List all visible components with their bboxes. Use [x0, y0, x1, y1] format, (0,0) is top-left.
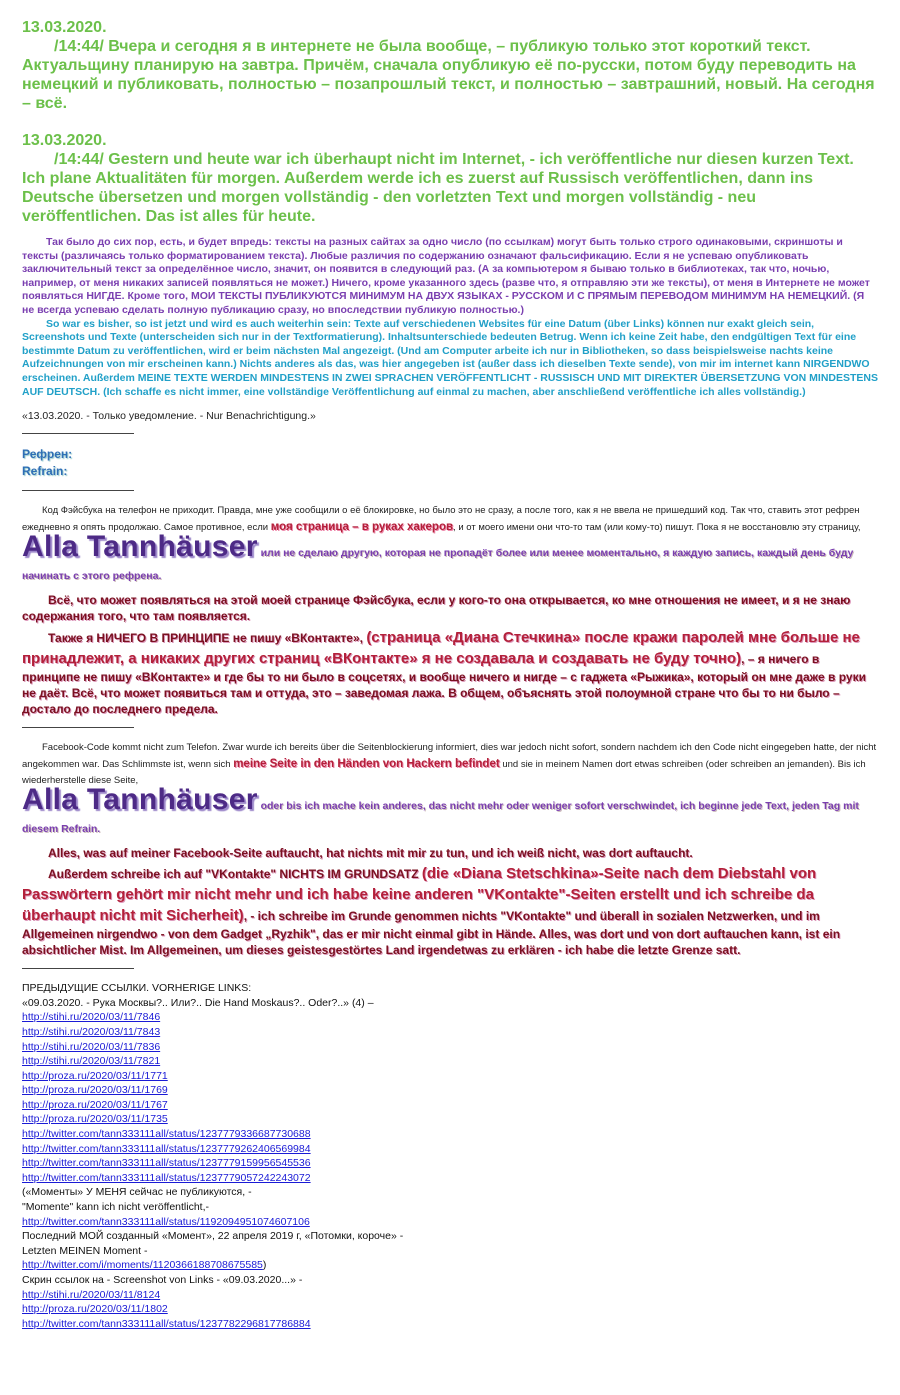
moments-note: («Моменты» У МЕНЯ сейчас не публикуются, -: [22, 1186, 252, 1199]
fb-ru-p2: Всё, что может появляться на этой моей странице Фэйсбука, если у кого-то она открывается, ко мне отношения не имеет, и я не знаю содержания того, что там появляется.: [22, 593, 851, 624]
hacker-highlight: meine Seite in den Händen von Hackern befindet: [233, 758, 500, 771]
ru-entry: [22, 18, 878, 113]
previous-links: [22, 981, 878, 1331]
link-item[interactable]: http://twitter.com/tann333111all/status/1237779262406569984: [22, 1142, 311, 1155]
entry-text: /14:44/ Вчера и сегодня я в интернете не была вообще, – публикую только этот короткий текст. Актуальщину планирую на завтра. Причём, сначала опубликую её по-русски, потом буду переводить на немецкий и публиковать, полностью – позапрошлый текст, и полностью – завтрашний, новый. На сегодня – всё.: [22, 38, 875, 112]
fb-de-p2: Alles, was auf meiner Facebook-Seite auftaucht, hat nichts mit mir zu tun, und ich weiß nicht, was dort auftaucht.: [48, 846, 693, 861]
fb-de-intro: Facebook-Code kommt nicht zum Telefon. Zwar wurde ich bereits über die Seitenblockierung informiert, dies war jedoch nicht sofort, sondern nachdem ich den Code nicht eingegeben hatte, der nicht angekommen war. Das Schlimmste ist, wenn sich meine Seite in den Händen von Hackern befindet und sie in meinem Namen dort etwas schreiben (oder schreiben an jemanden). Bis ich wiederherstelle diese Seite,: [22, 742, 877, 787]
divider: [22, 433, 134, 434]
fb-ru-p3: Также я НИЧЕГО В ПРИНЦИПЕ не пишу «ВКонтакте», (страница «Диана Стечкина» после кражи паролей мне больше не принадлежит, а никаких других страниц «ВКонтакте» я не создавала и создавать не буду точно), – я ничего в принципе не пишу «ВКонтакте» и где бы то ни было в соцсетях, и вообще ничего и нигде – с гаджета «Рыжика», который он мне даже в руки не даёт. Всё, что может появиться там и оттуда, это – заведомая лажа. В общем, объяснять этой полоумной стране что бы то ни было – достало до последнего предела.: [22, 629, 866, 717]
entry-date: 13.03.2020.: [22, 19, 107, 36]
link-item[interactable]: http://proza.ru/2020/03/11/1802: [22, 1303, 168, 1316]
notification-line: «13.03.2020. - Только уведомление. - Nur Benachrichtigung.»: [22, 410, 316, 423]
moments-note: "Momente" kann ich nicht veröffentlicht,-: [22, 1201, 210, 1214]
refrain-ru: Рефрен:: [22, 447, 73, 462]
links-caption: «09.03.2020. - Рука Москвы?.. Или?.. Die Hand Moskaus?.. Oder?..» (4) –: [22, 996, 374, 1009]
link-item[interactable]: http://twitter.com/tann333111all/status/1237779159956545536: [22, 1157, 311, 1170]
link-list: [22, 1288, 878, 1332]
link-item[interactable]: http://stihi.ru/2020/03/11/7843: [22, 1025, 161, 1038]
link-item[interactable]: http://twitter.com/tann333111all/status/1237779057242243072: [22, 1171, 311, 1184]
link-item[interactable]: http://twitter.com/tann333111all/status/1237779336687730688: [22, 1128, 311, 1141]
hacker-highlight: моя страница – в руках хакеров: [270, 521, 454, 534]
refrain-de: Refrain:: [22, 464, 68, 479]
entry-date: 13.03.2020.: [22, 132, 107, 149]
divider: [22, 968, 134, 969]
fb-de-name-line: Alla Tannhäuser oder bis ich mache kein anderes, das nicht mehr oder weniger sofort verschwindet, ich beginne jede Text, jeden Tag mit diesem Refrain.: [22, 783, 859, 836]
link-item[interactable]: http://proza.ru/2020/03/11/1767: [22, 1098, 168, 1111]
divider: [22, 727, 134, 728]
link-item[interactable]: http://twitter.com/tann333111all/status/1237782296817786884: [22, 1317, 311, 1330]
author-name: Alla Tannhäuser: [22, 530, 258, 564]
fb-ru-name-line: Alla Tannhäuser или не сделаю другую, которая не пропадёт более или менее моментально, я каждую запись, каждый день буду начинать с этого рефрена.: [22, 530, 854, 583]
last-moment-note: Letzten MEINEN Moment -: [22, 1244, 148, 1257]
link-item[interactable]: http://proza.ru/2020/03/11/1735: [22, 1113, 168, 1126]
notice-ru: Так было до сих пор, есть, и будет впредь: тексты на разных сайтах за одно число (по ссылкам) могут быть только строго одинаковыми, скриншоты и тексты (различаясь только форматированием текста). Любые различия по содержанию означают фальсификацию. Если я не успеваю опубликовать заключительный текст за определённое число, значит, он появится в следующий раз. (А за компьютером я бываю только в библиотеках, так что, ночью, например, от меня никаких записей появляться не может.) Ничего, кроме указанного здесь (разве что, я отправляю эти же тексты), от меня в Интернете не может появляться НИГДЕ. Кроме того, МОИ ТЕКСТЫ ПУБЛИКУЮТСЯ МИНИМУМ НА ДВУХ ЯЗЫКАХ - РУССКОМ И С ПРЯМЫМ ПЕРЕВОДОМ МИНИМУМ НА НЕМЕЦКИЙ. (Я не всегда успеваю сделать полную публикацию сразу, но впоследствии публикую полностью.): [22, 236, 870, 316]
entry-text: /14:44/ Gestern und heute war ich überhaupt nicht im Internet, - ich veröffentliche nur diesen kurzen Text. Ich plane Aktualitäten für morgen. Außerdem werde ich es zuerst auf Russisch veröffentlichen, dann ins Deutsche übersetzen und morgen vollständig - den vorletzten Text und morgen vollständig - neu veröffentlichen. Das ist alles für heute.: [22, 151, 854, 225]
link-item[interactable]: http://proza.ru/2020/03/11/1771: [22, 1069, 168, 1082]
links-header: ПРЕДЫДУЩИЕ ССЫЛКИ. VORHERIGE LINKS:: [22, 982, 252, 995]
divider: [22, 490, 134, 491]
link-item[interactable]: http://stihi.ru/2020/03/11/7846: [22, 1011, 161, 1024]
fb-de-p3: Außerdem schreibe ich auf "VKontakte" NICHTS IM GRUNDSATZ (die «Diana Stetschkina»-Seite nach dem Diebstahl von Passwörtern gehört mir nicht mehr und ich habe keine anderen "VKontakte"-Seiten erstellt und ich schreibe da überhaupt nicht mit Sicherheit), - ich schreibe im Grunde genommen nichts "VKontakte" und überall in sozialen Netzwerken, und im Allgemeinen nirgendwo - von dem Gadget „Ryzhik", das er mir nicht einmal gibt in Hände. Alles, was dort und von dort auftauchen kann, ist ein absichtlicher Mist. Im Allgemeinen, um dieses geistesgestörtes Land irgendetwas zu erklären - ich habe die letzte Grenze satt.: [22, 865, 841, 958]
link-item[interactable]: http://stihi.ru/2020/03/11/7836: [22, 1040, 161, 1053]
last-moment-line: http://twitter.com/i/moments/1120366188708675585): [22, 1259, 267, 1272]
link-list: [22, 1010, 878, 1185]
moments-link[interactable]: http://twitter.com/tann333111all/status/1192094951074607106: [22, 1215, 310, 1228]
screenshot-caption: Скрин ссылок на - Screenshot von Links - «09.03.2020...» -: [22, 1274, 303, 1286]
link-item[interactable]: http://stihi.ru/2020/03/11/8124: [22, 1288, 161, 1301]
author-name: Alla Tannhäuser: [22, 783, 258, 817]
last-moment-link[interactable]: http://twitter.com/i/moments/1120366188708675585: [22, 1259, 263, 1272]
link-item[interactable]: http://proza.ru/2020/03/11/1769: [22, 1084, 168, 1097]
de-entry: [22, 131, 878, 226]
notice-de: So war es bisher, so ist jetzt und wird es auch weiterhin sein: Texte auf verschiedenen Websites für eine Datum (über Links) können nur exakt gleich sein, Screenshots und Texte (unterscheiden sich nur in der Textformatierung). Inhaltsunterschiede bedeuten Betrug. Wenn ich keine Zeit habe, den endgültigen Text für eine bestimmte Datum zu veröffentlichen, wird er beim nächsten Mal angezeigt. (Und am Computer arbeite ich nur in Bibliotheken, so dass beispielsweise nachts keine Aufzeichnungen von mir erscheinen kann.) Nichts anderes als das, was hier angegeben ist (außer dass ich dieselben Texte sende), von mir im internet kann NIRGENDWO erscheinen. Außerdem MEINE TEXTE WERDEN MINDESTENS IN ZWEI SPRACHEN VERÖFFENTLICHT - RUSSISCH UND MIT DIREKTER ÜBERSETZUNG VON MINDESTENS AUF DEUTSCH. (Ich schaffe es nicht immer, eine vollständige Veröffentlichung auf einmal zu machen, aber anschließend veröffentliche ich alles vollständig.): [22, 317, 879, 398]
last-moment-note: Последний МОЙ созданный «Момент», 22 апреля 2019 г, «Потомки, короче» -: [22, 1230, 404, 1243]
fb-ru-intro: Код Фэйсбука на телефон не приходит. Правда, мне уже сообщили о её блокировке, но было это не сразу, а после того, как я не ввела не пришедший код. Так что, ставить этот рефрен ежедневно я опять продолжаю. Самое противное, если моя страница – в руках хакеров, и от моего имени они что-то там (или кому-то) пишут. Пока я не восстановлю эту страницу,: [22, 505, 861, 534]
link-item[interactable]: http://stihi.ru/2020/03/11/7821: [22, 1055, 161, 1068]
